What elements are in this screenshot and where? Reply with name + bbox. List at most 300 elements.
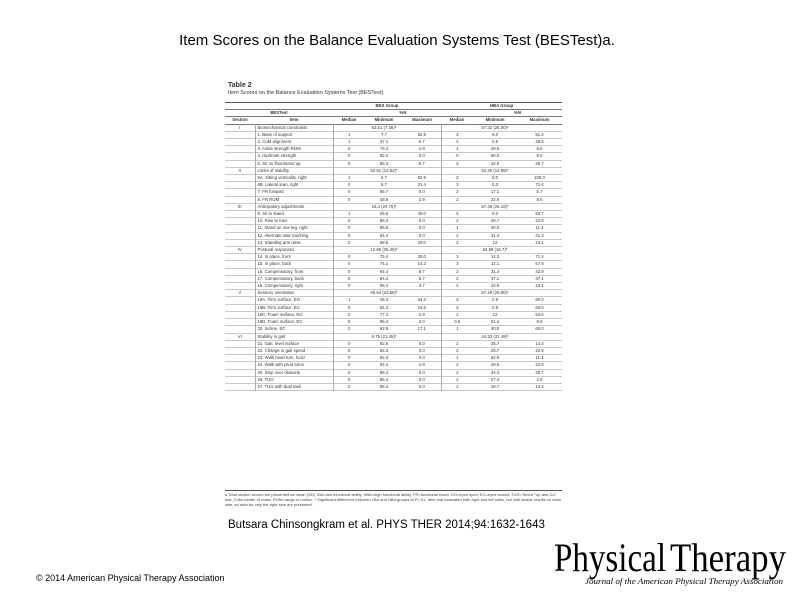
table-cell: 5.7 (418, 139, 425, 145)
table-cell (225, 232, 255, 239)
table-cell: 6B. Lateral lean, right (257, 182, 299, 188)
header-row-columns (225, 117, 562, 124)
table-cell: 2 (441, 376, 473, 383)
table-cell: 0 (333, 153, 365, 160)
table-cell: 62.58 (16.7)* (482, 247, 508, 253)
table-cell: 0 (333, 275, 365, 282)
table-cell: 48.5 (535, 139, 544, 145)
table-row (225, 167, 562, 174)
table-cell (225, 153, 255, 160)
table-cell: 34.1 (535, 283, 544, 289)
table-cell: 25.7 (490, 218, 500, 224)
table-cell: 3.7 (418, 283, 425, 289)
table-cell: 0.0 (492, 131, 498, 137)
header-percent-hba: %N (514, 110, 521, 116)
table-cell: 0 (333, 283, 365, 290)
table-cell: 54.29 (14.99)* (481, 167, 509, 173)
table-row (225, 247, 562, 254)
table-cell: 2.9 (492, 304, 498, 310)
table-row (225, 275, 562, 282)
table-cell: 14.3 (535, 340, 544, 346)
table-cell: 71.4 (535, 182, 544, 188)
table-cell: 82.5 (379, 340, 389, 346)
table-cell (225, 319, 255, 326)
table-cell: 1 (441, 355, 473, 362)
table-cell: 5. Sit on floor/stand up (257, 160, 301, 166)
slide-title: Item Scores on the Balance Evaluation Systems Test (BESTest)a. (179, 32, 615, 49)
table-cell: 2 (441, 369, 473, 376)
table-cell (225, 182, 255, 189)
table-cell: 77.4 (379, 311, 389, 317)
table-cell: 44.33 (31.49)* (481, 333, 509, 339)
table-cell: 1. Base of support (257, 131, 293, 137)
table-cell: VI (225, 333, 255, 340)
table-cell: 25. Step over obstacle (257, 369, 301, 375)
table-cell (225, 218, 255, 225)
table-footnote: a Total section scores are presented as mean (SD). IBA=low functional ability, HBA=high functional ability, FR=functional reach, EO=eyes open, EC=eyes closed, TUG=Timed "Up and Go" test, CoM=center of mass, ROM=range of motion. * Significant difference between LBA and HBA groups at P<.01. Item that evaluated both right and left sides, but with similar results on each side, so data for only the right side are presented. (225, 492, 561, 507)
table-cell: 3 (441, 254, 473, 261)
header-bes-group: BES Group (375, 103, 399, 108)
table-cell (333, 247, 365, 254)
copyright: © 2014 American Physical Therapy Association (36, 573, 225, 583)
table-cell: 18.4 (20.75)* (371, 203, 397, 209)
table-cell: 19C. Foam surface, EO (257, 311, 303, 317)
table-cell: 23. Walk head turn, horiz (257, 355, 306, 361)
table-cell: 20.0 (417, 254, 426, 260)
table-cell: 1 (441, 326, 473, 333)
table-cell: 42.9 (490, 283, 500, 289)
table-cell: 82.2 (379, 153, 389, 159)
col-median-hba: Median (449, 117, 465, 123)
table-cell (517, 167, 562, 174)
table-cell: 3 (441, 211, 473, 218)
table-cell: 19D. Foam surface, EC (257, 319, 303, 325)
table-cell: 2.9 (418, 146, 425, 152)
table-row (225, 196, 562, 203)
table-cell: 5.7 (536, 189, 543, 195)
table-cell: 22.9 (535, 218, 544, 224)
table-cell: Postural responses (257, 247, 295, 253)
table-row (225, 261, 562, 268)
table-cell: 0 (333, 160, 365, 167)
table-cell: Biomechanical constraints (257, 124, 308, 130)
table-cell: 0.0 (492, 175, 498, 181)
table-row (225, 362, 562, 369)
table-cell: 12 (492, 311, 498, 317)
logo-word-physical: Physical (554, 535, 666, 580)
table-cell: 2 (441, 340, 473, 347)
logo-word-therapy: Therapy (670, 535, 786, 580)
table-caption-label: Table 2 (228, 82, 252, 89)
table-cell (225, 326, 255, 333)
table-cell: 85.3 (379, 218, 389, 224)
table-cell: 22.9 (490, 196, 500, 202)
table-cell: 60.0 (535, 326, 544, 332)
table-cell: 2.9 (492, 139, 498, 145)
table-cell: 3 (441, 131, 473, 138)
table-cell: 60.0 (535, 304, 544, 310)
table-cell: 67.9 (535, 261, 544, 267)
table-cell (517, 290, 562, 297)
table-cell: 5.7 (418, 268, 425, 274)
table-row (225, 189, 562, 196)
table-cell: 14.3 (535, 383, 544, 389)
table-cell: 20. Incline, EC (257, 326, 286, 332)
table-cell: 2.9 (536, 376, 543, 382)
table-cell: 12.1 (490, 261, 500, 267)
table-cell: 24.1 (535, 239, 544, 245)
table-cell: 0 (333, 146, 365, 153)
table-cell: 4. Hip/trunk strength (257, 153, 297, 159)
table-cell: 15.5 (417, 304, 426, 310)
table-cell: 8.6 (536, 196, 543, 202)
table-cell: 0 (333, 383, 365, 390)
table-row (225, 182, 562, 189)
table-row (225, 297, 562, 304)
table-cell: 12 (492, 239, 498, 245)
table-cell: 0 (333, 347, 365, 354)
table-cell: 12. Alternate stair touching (257, 232, 309, 238)
table-body (225, 124, 562, 391)
table-row (225, 232, 562, 239)
col-maximum-bes: Maximum (412, 117, 432, 123)
table-cell: 0.0 (492, 211, 498, 217)
table-row (225, 218, 562, 225)
table-cell (441, 203, 473, 210)
table-cell: 22.9 (535, 347, 544, 353)
table-cell: 15. In place, back (257, 261, 292, 267)
table-row (225, 153, 562, 160)
table-cell: 10. Rise to toes (257, 218, 288, 224)
table-cell: 2 (441, 232, 473, 239)
table-cell: 2 (441, 283, 473, 290)
table-cell: 21. Gait, level surface (257, 340, 300, 346)
table-cell (225, 175, 255, 182)
table-cell: 19B. Firm surface, EC (257, 304, 300, 310)
table-cell: 3 (441, 304, 473, 311)
table-cell: 95.4 (379, 319, 389, 325)
table-cell: 26. TUG (257, 376, 274, 382)
table-cell (225, 355, 255, 362)
table-cell (225, 340, 255, 347)
table-cell (225, 261, 255, 268)
table-cell: 82.9 (417, 131, 426, 137)
table-cell: 85.3 (379, 160, 389, 166)
table-cell: 0 (333, 268, 365, 275)
table-row (225, 268, 562, 275)
table-cell: 8.6 (536, 153, 543, 159)
table-cell: 25.7 (535, 369, 544, 375)
table-cell: 62.9 (379, 326, 389, 332)
table-cell (403, 333, 441, 340)
table-cell: 85.6 (379, 225, 389, 231)
table-cell (403, 124, 441, 131)
table-cell: 2 (441, 275, 473, 282)
table-cell: IV (225, 247, 255, 254)
table-cell: 3 (441, 175, 473, 182)
table-cell: 95.4 (379, 383, 389, 389)
table-cell: 0 (333, 225, 365, 232)
table-cell (225, 139, 255, 146)
table-cell (333, 203, 365, 210)
table-cell (225, 383, 255, 390)
table-cell: 31.3 (535, 232, 544, 238)
table-cell (225, 304, 255, 311)
table-cell (225, 225, 255, 232)
table-row (225, 211, 562, 218)
table-row (225, 304, 562, 311)
table-cell: 0.0 (418, 340, 425, 346)
table-cell: 0 (333, 326, 365, 333)
table-cell (225, 196, 255, 203)
table-cell: 51.4 (490, 319, 500, 325)
table-cell: 0 (333, 376, 365, 383)
table-row (225, 333, 562, 340)
table-cell (225, 376, 255, 383)
table-cell: 0 (333, 319, 365, 326)
table-cell (225, 297, 255, 304)
table-cell (517, 203, 562, 210)
table-cell: 28.6 (490, 146, 500, 152)
table-cell (225, 146, 255, 153)
table-cell (441, 247, 473, 254)
table-cell: 0.0 (418, 319, 425, 325)
table-row (225, 376, 562, 383)
table-cell: 2 (333, 182, 365, 189)
table-cell: 25.6 (379, 211, 389, 217)
table-cell (225, 160, 255, 167)
table-cell: 91.4 (535, 131, 544, 137)
table-cell: 2 (441, 189, 473, 196)
table-cell: 20.0 (417, 239, 426, 245)
table-cell: 100.0 (534, 175, 545, 181)
table-row (225, 131, 562, 138)
table-cell: 2 (441, 218, 473, 225)
table-cell (517, 333, 562, 340)
table-cell: 6.75 (21.45)* (371, 333, 397, 339)
header-percent-bes: %N (399, 110, 407, 116)
table-cell: 2.9 (492, 297, 498, 303)
table-cell (225, 239, 255, 246)
table-cell: Anticipatory adjustments (257, 203, 305, 209)
table-cell: 0.0 (418, 189, 425, 195)
table-cell: 19A. Firm surface, EO (257, 297, 301, 303)
table-row (225, 124, 562, 131)
table-cell: 0 (333, 254, 365, 261)
citation: Butsara Chinsongkram et al. PHYS THER 2014;94:1632-1643 (228, 519, 545, 531)
table-row (225, 225, 562, 232)
table-cell (333, 290, 365, 297)
table-cell (225, 275, 255, 282)
table-cell: 18. Compensatory, right (257, 283, 304, 289)
table-cell: 0.0 (418, 218, 425, 224)
table-cell: V (225, 290, 255, 297)
table-row (225, 340, 562, 347)
table-cell: 0 (333, 369, 365, 376)
table-cell: 94.4 (379, 268, 389, 274)
table-cell: 95.4 (379, 283, 389, 289)
table-cell: 0 (333, 239, 365, 246)
table-cell (517, 247, 562, 254)
col-minimum-bes: Minimum (374, 117, 394, 123)
table-cell (225, 189, 255, 196)
table-row (225, 160, 562, 167)
table-cell: 42.9 (490, 160, 500, 166)
table-cell (225, 254, 255, 261)
header-bestest: BESTest (270, 110, 288, 116)
table-cell: 0 (333, 355, 365, 362)
table-cell (333, 333, 365, 340)
table-cell: 94.4 (379, 275, 389, 281)
table-cell: 0 (333, 362, 365, 369)
table-cell: 1 (441, 225, 473, 232)
table-cell (333, 124, 365, 131)
table-cell (225, 211, 255, 218)
table-cell: 25.7 (490, 347, 500, 353)
table-cell: 0.0 (418, 232, 425, 238)
table-cell: 0.0 (418, 153, 425, 159)
table-cell: 3 (441, 239, 473, 246)
header-row-percent (225, 110, 562, 117)
table-cell: 94.4 (379, 232, 389, 238)
table-cell: 0.0 (492, 182, 498, 188)
table-cell: 54.3 (379, 304, 389, 310)
table-cell (333, 167, 365, 174)
table-cell: 31.4 (490, 232, 500, 238)
table-cell: 1 (441, 146, 473, 153)
col-maximum-hba: Maximum (529, 117, 550, 123)
table-cell: II (225, 167, 255, 174)
table-cell: 7.7 (381, 131, 387, 137)
table-cell: 2 (441, 311, 473, 318)
table-cell: 31.4 (490, 268, 500, 274)
table-cell (441, 167, 473, 174)
table-cell: 22.9 (535, 362, 544, 368)
table-cell (225, 268, 255, 275)
table-figure (225, 82, 563, 516)
table-cell (225, 362, 255, 369)
table-cell: 12.86 (25.46)* (370, 247, 398, 253)
table-row (225, 283, 562, 290)
table-cell (403, 167, 441, 174)
header-hba-group: HBA Group (489, 103, 514, 108)
table-cell: 82.9 (417, 175, 426, 181)
table-cell: 65.7 (379, 189, 389, 195)
table-cell: 57.32 (25.00)* (481, 124, 509, 130)
table-cell (225, 131, 255, 138)
table-row (225, 311, 562, 318)
table-cell: 67.29 (25.90)* (481, 290, 509, 296)
table-cell: 11.4 (535, 355, 544, 361)
table-cell: 28.6 (490, 362, 500, 368)
table-cell: 34.3 (417, 297, 426, 303)
table-cell: 0.5 (441, 319, 473, 326)
table-cell: 5.7 (381, 175, 387, 181)
table-cell: 42.9 (535, 268, 544, 274)
table-cell: 13. Standing arm raise (257, 239, 301, 245)
table-cell: 24. Walk with pivot turns (257, 362, 304, 368)
table-cell: 2 (441, 383, 473, 390)
table-cell: 37.1 (535, 275, 544, 281)
table-row (225, 355, 562, 362)
table-cell: 17. Compensatory, back (257, 275, 304, 281)
table-cell: 11.4 (535, 225, 544, 231)
table-cell: 1 (333, 131, 365, 138)
table-cell: 57.46 (26.16)* (481, 203, 509, 209)
table-cell: 8. FR ROM (257, 196, 280, 202)
table-cell: 83.7 (535, 211, 544, 217)
table-cell (441, 124, 473, 131)
table-cell: 14.3 (490, 254, 500, 260)
table-cell: III (225, 203, 255, 210)
table-cell: 82.3 (379, 355, 389, 361)
table-cell (225, 369, 255, 376)
table-cell: 27. TUG with dual task (257, 383, 301, 389)
table-cell: 9. Sit to stand (257, 211, 284, 217)
table-cell: 0.0 (418, 369, 425, 375)
table-cell: Sensory orientation (257, 290, 295, 296)
table-cell: 3 (441, 297, 473, 304)
table-cell: 3 (441, 160, 473, 167)
table-cell (225, 347, 255, 354)
table-cell (403, 290, 441, 297)
table-cell: 52.51 (12.92)* (370, 167, 398, 173)
table-row (225, 347, 562, 354)
header-row-groups (225, 103, 562, 110)
table-cell: 3. Ankle strength ROM (257, 146, 301, 152)
table-cell: 2. CoM alignment (257, 139, 292, 145)
table-cell: 45.3 (379, 297, 389, 303)
table-cell (517, 124, 562, 131)
bestest-table (225, 102, 562, 391)
table-cell: 3 (441, 182, 473, 189)
table-cell: 31.4 (417, 182, 426, 188)
table-cell: 0 (333, 218, 365, 225)
table-cell: 0 (333, 261, 365, 268)
table-cell: 2.9 (418, 196, 425, 202)
table-cell: 0 (333, 196, 365, 203)
col-section: Section (232, 117, 248, 123)
table-cell: 37.1 (490, 275, 500, 281)
table-cell (225, 283, 255, 290)
table-cell: 7. FR forward (257, 189, 284, 195)
table-cell: 60.0 (490, 153, 500, 159)
table-cell: 1 (333, 211, 365, 218)
table-cell: 25.7 (490, 383, 500, 389)
table-cell: 17.1 (490, 189, 500, 195)
table-cell: 94.4 (379, 362, 389, 368)
table-cell: Stability in gait (257, 333, 286, 339)
table-cell: 20.0 (490, 326, 500, 332)
table-cell: 82.3 (379, 347, 389, 353)
table-row (225, 254, 562, 261)
table-cell: 37.1 (379, 139, 389, 145)
table-cell: 3 (441, 261, 473, 268)
table-cell: 2 (441, 139, 473, 146)
table-cell: I (225, 124, 255, 131)
table-row (225, 175, 562, 182)
table-cell: 68.6 (379, 239, 389, 245)
table-cell: 1 (333, 175, 365, 182)
table-cell: 27.4 (490, 376, 500, 382)
table-cell: 0.0 (418, 225, 425, 231)
col-minimum-hba: Minimum (485, 117, 505, 123)
table-cell: 2 (441, 362, 473, 369)
table-cell: 6A. Sitting verticality, right (257, 175, 307, 181)
table-cell: 8.6 (536, 146, 543, 152)
table-row (225, 319, 562, 326)
table-cell: 54.6 (535, 311, 544, 317)
